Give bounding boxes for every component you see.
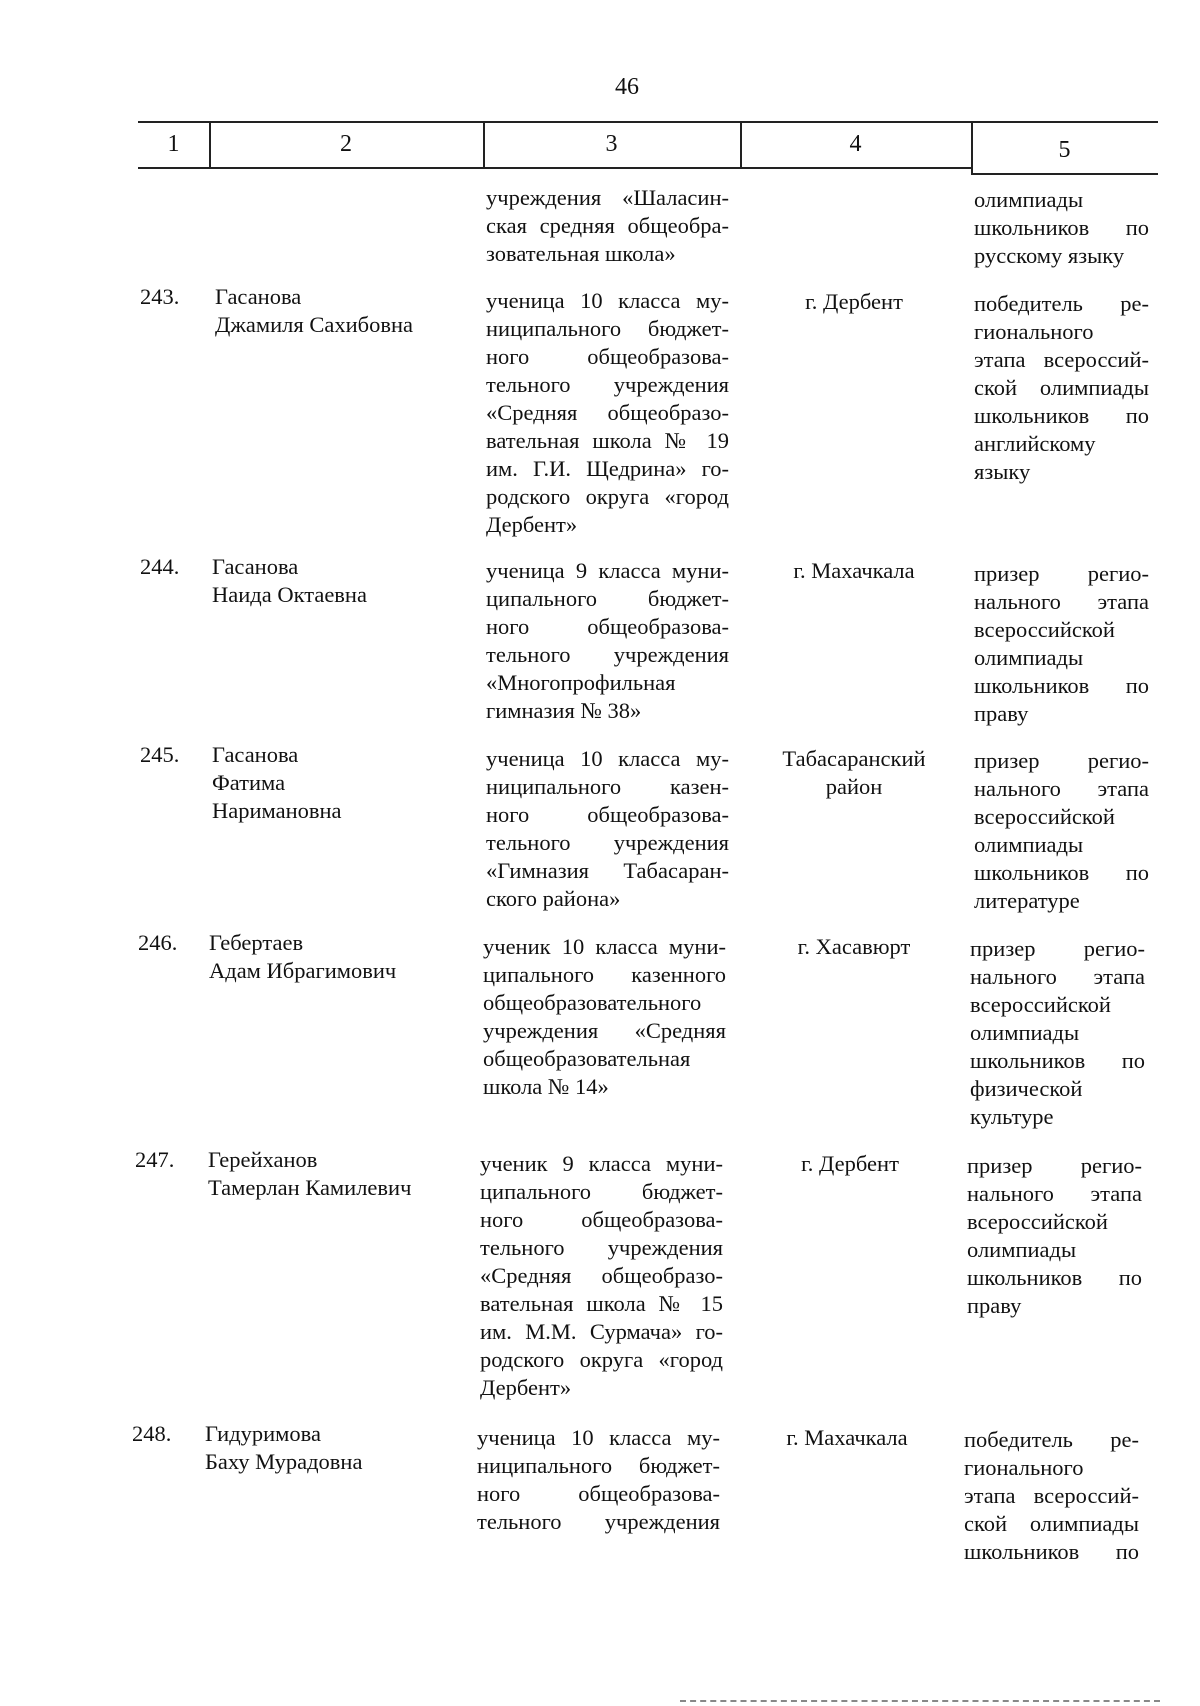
person-name: Герейханов Тамерлан Камилевич [208,1147,412,1200]
header-bottom-rule-left [138,167,971,169]
scan-edge-artifact [680,1700,1160,1702]
school-description: ученица 10 класса му- ниципального бюджет- ного общеобразова- тельного учреждения [477,1425,720,1534]
row-number: 246. [138,930,178,955]
person-name: Гебертаев Адам Ибрагимович [209,930,397,983]
location: Табасаранский район [782,746,926,799]
person-name: Гасанова Наида Октаевна [212,554,367,607]
header-top-rule [138,121,1158,123]
location: г. Дербент [801,1151,899,1176]
row-number: 245. [140,742,180,767]
row-number: 243. [140,284,180,309]
header-col-1: 1 [167,131,180,157]
award-text: призер регио- нального этапа всероссийской олимпиады школьников по физической культуре [970,936,1145,1129]
award-line: русскому языку [974,243,1125,268]
school-description: ученица 10 класса му- ниципального казен- ного общеобразова- тельного учреждения «Гимназия Табасаран- ского района» [486,746,729,911]
row-number: 247. [135,1147,175,1172]
award-line: школьников по [974,215,1149,240]
header-col-4: 4 [849,131,862,157]
row-number: 244. [140,554,180,579]
page-number: 46 [615,74,639,100]
award-line: олимпиады [974,187,1084,212]
person-name: Гасанова Фатима Наримановна [212,742,342,823]
description-line: зовательная школа» [486,241,676,266]
continuation-description [486,184,729,268]
award-text: призер регио- нального этапа всероссийской олимпиады школьников по праву [974,561,1149,726]
person-name: Гидуримова Баху Мурадовна [205,1421,363,1474]
school-description: ученица 9 класса муни- ципального бюджет- ного общеобразова- тельного учреждения «Многопрофильная гимназия № 38» [486,558,729,723]
continuation-award [974,186,1149,270]
person-name: Гасанова Джамиля Сахибовна [215,284,413,337]
description-line: ская средняя общеобра- [486,213,729,238]
school-description: ученица 10 класса му- ниципального бюджет- ного общеобразова- тельного учреждения «Средняя общеобразо- вательная школа № 19 им. Г.И. Щедрина» го- родского округа «город Дербент» [486,288,729,537]
award-text: победитель ре- гионального этапа всероссий- ской олимпиады школьников по английскому языку [974,291,1149,484]
location: г. Дербент [805,289,903,314]
row-number: 248. [132,1421,172,1446]
location: г. Махачкала [793,558,915,583]
award-text: призер регио- нального этапа всероссийской олимпиады школьников по праву [967,1153,1142,1318]
header-bottom-rule-right [971,173,1158,175]
school-description: ученик 10 класса муни- ципального казенного общеобразовательного учреждения «Средняя общеобразовательная школа № 14» [483,934,726,1099]
location: г. Махачкала [786,1425,908,1450]
award-text: победитель ре- гионального этапа всероссий- ской олимпиады школьников по [964,1427,1139,1564]
header-col-2: 2 [340,131,352,157]
description-line: учреждения «Шаласин- [486,185,729,210]
school-description: ученик 9 класса муни- ципального бюджет- ного общеобразова- тельного учреждения «Средняя общеобразо- вательная школа № 15 им. М.М. Сурмача» го- родского округа «город Дербент» [480,1151,723,1400]
award-text: призер регио- нального этапа всероссийской олимпиады школьников по литературе [974,748,1149,913]
header-col-5: 5 [1058,137,1071,163]
header-col-3: 3 [605,131,618,157]
location: г. Хасавюрт [797,934,911,959]
